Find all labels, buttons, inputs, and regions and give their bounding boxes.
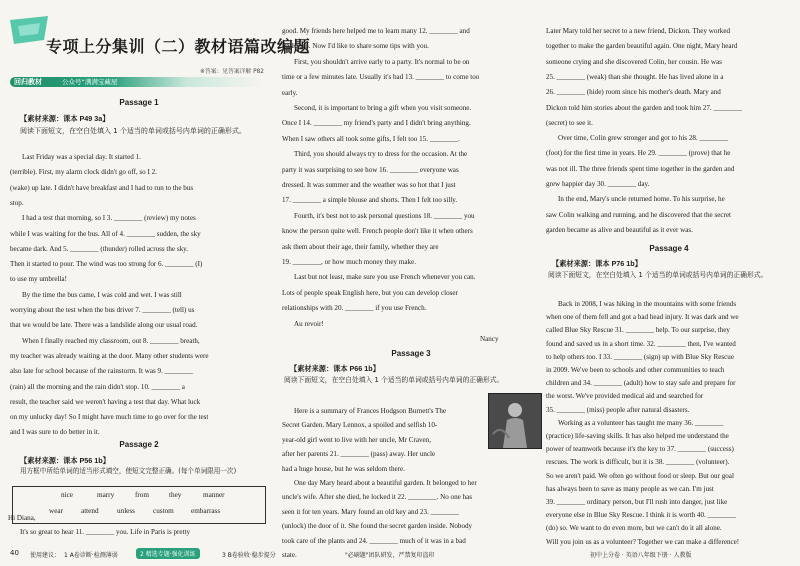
- letter-line: It's so great to hear 11. ________ you. Life in Paris is pretty: [20, 528, 191, 536]
- word: attend: [81, 507, 99, 515]
- passage-2-source: 【素材来源：课本 P56 1b】: [20, 456, 110, 465]
- section-banner: [10, 77, 262, 87]
- text-line: Third, you should always try to dress for the occasion. At the: [294, 150, 468, 159]
- text-line: year-old girl went to live with her uncle, Mr Craven,: [282, 435, 431, 444]
- text-line: early.: [282, 88, 298, 97]
- text-line: (do) so. We want to do even more, but we can't do it all alone.: [546, 524, 722, 533]
- answer-note: ※答案：见答案详解 P82: [200, 69, 264, 75]
- text-line: Last but not least, make sure you use French whenever you can.: [294, 273, 476, 282]
- text-line: children and 34. ________ (adult) how to stay safe and prepare for: [546, 379, 736, 388]
- text-line: Working as a volunteer has taught me many 36. ________: [558, 418, 724, 427]
- text-line: while I was waiting for the bus. All of 4. ________ sudden, the sky: [10, 229, 201, 238]
- passage-4-instructions: 阅读下面短文，在空白处填入 1 个适当的单词或括号内单词的正确形式。: [548, 271, 768, 279]
- text-line: 19. ________, or how much money they make.: [282, 258, 416, 266]
- text-line: result, the teacher said we weren't having a test that day. What luck: [10, 397, 201, 406]
- word: manner: [203, 491, 225, 499]
- footer-tag-2: 2 精选专题·强化训练: [136, 548, 200, 559]
- text-line: (wake) up late. I didn't have breakfast and I had to run to the bus: [10, 183, 194, 192]
- text-line: became dark. And 5. ________ (thunder) rolled across the sky.: [10, 244, 189, 253]
- text-line: (rain) all the morning and the rain didn't stop. 10. ________ a: [10, 382, 185, 391]
- banner-sub: 公众号“满满宝藏屋: [62, 78, 118, 86]
- text-line: 17. ________ a simple blouse and shorts. Then I felt too silly.: [282, 196, 458, 205]
- text-line: dressed. It was summer and the weather was so hot that I just: [282, 181, 456, 189]
- text-line: also late for school because of the rainstorm. It was 9. ________: [10, 367, 194, 376]
- text-line: When I saw others all took some gifts, I felt too 15. ________.: [282, 134, 460, 143]
- word: unless: [117, 507, 135, 515]
- text-line: Lots of people speak English here, but you can develop closer: [282, 288, 458, 297]
- text-line: traditions. Now I'd like to share some tips with you.: [282, 42, 429, 51]
- page-title: 专项上分集训（二）教材语篇改编题: [46, 37, 311, 56]
- text-line: when one of them fell and got a bad head injury. It was dark and we: [546, 313, 739, 322]
- text-line: seen it for ten years. Mary found an old key and 23. ________: [282, 507, 459, 516]
- text-line: Once I 14. ________ my friend's party and I didn't bring anything.: [282, 119, 471, 128]
- text-line: called Blue Sky Rescue 31. ________ help. To our surprise, they: [546, 326, 730, 335]
- text-line: time or a few minutes late. Usually it's bad 13. ________ to come too: [282, 73, 480, 82]
- page-footer: [0, 545, 800, 566]
- text-line: on my unlucky day! So I might have much time to go over for the test: [10, 413, 209, 422]
- text-line: someone crying and she discovered Colin, her cousin. He was: [546, 57, 722, 66]
- page-number: 40: [10, 549, 19, 557]
- text-line: Fourth, it's best not to ask personal questions 18. ________ you: [294, 211, 475, 220]
- text-line: my teacher was already waiting at the door. Many other students were: [10, 351, 209, 360]
- text-line: garden became as alive and beautiful as it ever was.: [546, 225, 693, 234]
- footer-usage-label: 使用建议：: [30, 552, 61, 559]
- text-line: know the person quite well. French people don't like it when others: [282, 227, 473, 236]
- text-line: In the end, Mary's uncle returned home. To his surprise, he: [558, 195, 725, 204]
- text-line: saw Colin walking and running, and he discovered that the secret: [546, 210, 731, 219]
- text-line: the worst. We've provided medical aid and searched for: [546, 392, 704, 401]
- text-line: Back in 2008, I was hiking in the mountains with some friends: [558, 300, 737, 308]
- text-line: 39. ________ ordinary person, but I'll rush into danger, just like: [546, 498, 728, 506]
- word: wear: [49, 507, 63, 515]
- footer-right: 初中上分卷 · 英语八年级下册 · 人教版: [590, 552, 692, 559]
- text-line: (secret) to see it.: [546, 118, 593, 127]
- letter-greeting: Hi Diana,: [8, 514, 36, 522]
- text-line: everyone else in Blue Sky Rescue. I think it is worth 40. ________: [546, 511, 736, 520]
- text-line: 26. ________ (hide) room since his mother's death. Mary and: [546, 88, 721, 97]
- text-line: Will you join us as a volunteer? Together we can make a difference!: [546, 537, 740, 546]
- word: from: [135, 491, 149, 499]
- book-illustration: [488, 393, 542, 449]
- passage-1-heading: Passage 1: [119, 98, 159, 107]
- text-line: stop.: [10, 198, 24, 207]
- passage-3-heading: Passage 3: [391, 349, 431, 358]
- text-line: First, you shouldn't arrive early to a party. It's normal to be on: [294, 57, 470, 66]
- text-line: power of teamwork because it's the key to 37. ________ (success): [546, 445, 734, 454]
- text-line: party it was surprising to see how 16. ________ everyone was: [282, 165, 459, 174]
- text-line: By the time the bus came, I was cold and wet. I was still: [22, 290, 182, 299]
- passage-1-source: 【素材来源：课本 P49 3a】: [20, 114, 110, 123]
- text-line: uncle's wife. After she died, he locked it 22. ________. No one has: [282, 493, 473, 502]
- text-line: Dickon told him stories about the garden and took him 27. ________: [546, 103, 742, 112]
- text-line: after her parents 21. ________ (pass) away. Her uncle: [282, 450, 436, 459]
- text-line: good. My friends here helped me to learn many 12. ________ and: [282, 27, 470, 35]
- passage-2-heading: Passage 2: [119, 440, 159, 449]
- text-line: Later Mary told her secret to a new friend, Dickon. They worked: [546, 27, 731, 35]
- text-line: 35. ________ (miss) people after natural disasters.: [546, 405, 690, 414]
- footer-center: "必刷题"团队研发，严禁复印盗印: [345, 552, 435, 559]
- text-line: ask them about their age, their family, whether they are: [282, 242, 439, 251]
- text-line: state.: [282, 551, 297, 559]
- word: embarrass: [191, 507, 221, 515]
- text-line: Secret Garden. Mary Lennox, a spoiled and selfish 10-: [282, 421, 438, 430]
- text-line: grew happier day 30. ________ day.: [546, 180, 650, 188]
- text-line: together to make the garden beautiful again. One night, Mary heard: [546, 42, 738, 51]
- text-line: Then it started to pour. The wind was too strong for 6. ________ (I): [10, 260, 203, 269]
- text-line: Last Friday was a special day. It started 1.: [22, 153, 141, 161]
- footer-tag-3: 3 B卷验收·稳步提分: [222, 552, 276, 559]
- passage-1-instructions: 阅读下面短文，在空白处填入 1 个适当的单词或括号内单词的正确形式。: [20, 127, 246, 135]
- banner-label: 回归教材: [14, 78, 42, 86]
- word: they: [169, 491, 182, 499]
- text-line: One day Mary heard about a beautiful garden. It belonged to her: [294, 479, 477, 487]
- text-line: to help others too. I 33. ________ (sign) up with Blue Sky Rescue: [546, 352, 734, 361]
- text-line: (foot) for the first time in years. He 29. ________ (prove) that he: [546, 149, 731, 158]
- text-line: (practice) life-saving skills. It has also helped me understand the: [546, 432, 729, 440]
- text-line: (unlock) the door of it. She found the secret garden inside. Nobody: [282, 522, 473, 531]
- text-line: So we aren't paid. We often go without food or sleep. But our goal: [546, 471, 734, 480]
- text-line: rescues. The work is difficult, but it is 38. ________ (volunteer).: [546, 458, 730, 467]
- text-line: took care of the plants and 24. ________ much of it was in a bad: [282, 536, 466, 545]
- word: nice: [61, 491, 73, 499]
- text-line: and I was sure to do better in it.: [10, 428, 100, 437]
- letter-signature: Nancy: [480, 335, 499, 343]
- passage-4-source: 【素材来源：课本 P76 1b】: [552, 259, 642, 268]
- word: custom: [153, 507, 174, 515]
- text-line: was not ill. The three friends spent time together in the garden and: [546, 164, 735, 173]
- text-line: Here is a summary of Frances Hodgson Burnett's The: [294, 407, 447, 415]
- passage-3-instructions: 阅读下面短文，在空白处填入 1 个适当的单词或括号内单词的正确形式。: [284, 376, 504, 384]
- passage-3-source: 【素材来源：课本 P66 1b】: [290, 364, 380, 373]
- text-line: 25. ________ (weak) than she thought. He has lived alone in a: [546, 72, 724, 81]
- text-line: Over time, Colin grew stronger and got to his 28. ________: [558, 134, 728, 143]
- footer-tag-1: 1 A卷诊断·检测薄弱: [64, 552, 118, 559]
- text-line: had a huge house, but he was seldom there.: [282, 464, 405, 473]
- text-line: that we would be late. There was a landslide along our usual road.: [10, 321, 198, 330]
- text-line: to use my umbrella!: [10, 275, 67, 284]
- passage-2-instructions: 用方框中所给单词的适当形式填空，使短文完整正确。(每个单词限用一次): [20, 467, 237, 475]
- passage-4-heading: Passage 4: [649, 244, 689, 253]
- text-line: worrying about the test when the bus driver 7. ________ (tell) us: [10, 306, 195, 314]
- text-line: found and saved us in a short time. 32. ________ then, I've wanted: [546, 339, 736, 348]
- text-line: Au revoir!: [294, 319, 324, 328]
- word: marry: [97, 491, 115, 499]
- text-line: (terrible). First, my alarm clock didn't go off, so I 2.: [10, 168, 157, 177]
- text-line: in 2009. We've been to schools and other communities to teach: [546, 366, 725, 374]
- text-line: When I finally reached my classroom, out 8. ________ breath,: [22, 336, 200, 345]
- text-line: has always been to save as many people as we can. I'm just: [546, 484, 714, 493]
- text-line: relationships with 20. ________ if you use French.: [282, 304, 427, 313]
- text-line: I had a test that morning, so I 3. ________ (review) my notes: [22, 214, 196, 223]
- text-line: Second, it is important to bring a gift when you visit someone.: [294, 104, 472, 112]
